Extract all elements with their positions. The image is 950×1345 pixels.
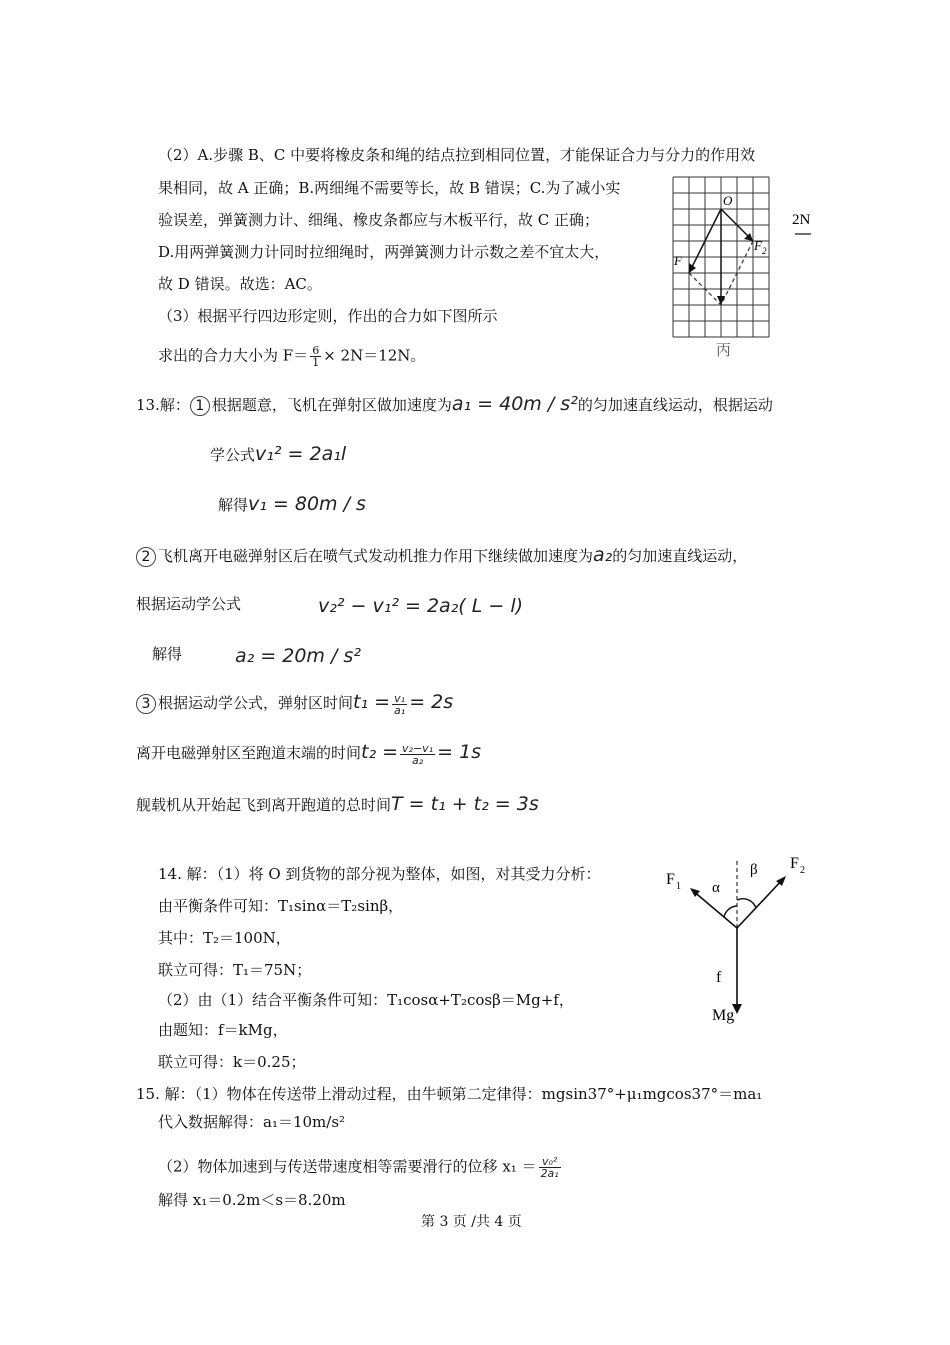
q12-part2-line1: （2）A.步骤 B、C 中要将橡皮条和绳的结点拉到相同位置，才能保证合力与分力的作用效: [158, 146, 756, 164]
q13-t2-lhs: t₂ =: [361, 741, 399, 763]
q12-part2-line5: 故 D 错误。故选：AC。: [158, 275, 322, 293]
q13-formula-a2-value: a₂ = 20m / s²: [235, 645, 361, 667]
page-footer: 第 3 页 /共 4 页: [421, 1214, 522, 1230]
figure-caption: 丙: [716, 343, 732, 359]
q13-line4: [136, 545, 747, 567]
q14-line5: （2）由（1）结合平衡条件可知：T₁cosα+T₂cosβ＝Mg+f，: [158, 991, 574, 1009]
q15-l3: （2）物体加速到与传送带速度相等需要滑行的位移 x₁ ＝: [158, 1157, 537, 1176]
q13-step3-marker: 3: [136, 694, 156, 714]
beta-arc: [737, 899, 756, 908]
q14-line4: 联立可得：T₁＝75N；: [158, 961, 312, 979]
scale-label: 2N: [792, 212, 811, 228]
f1-label: F: [666, 871, 675, 888]
f1-label: F: [674, 253, 682, 268]
q14-line7: 联立可得：k＝0.25；: [158, 1053, 306, 1071]
q13-t1-num: v₁: [392, 693, 407, 705]
q12-part3-line2: [158, 345, 425, 368]
q13-formula-a1: a₁ = 40m / s²: [451, 393, 578, 415]
alpha-arc: [724, 906, 737, 917]
q13-t2-rhs: = 1s: [437, 741, 482, 763]
f2-label: F: [754, 238, 762, 253]
q13-line1: [136, 394, 773, 416]
q13-l1a: 根据题意，飞机在弹射区做加速度为: [211, 396, 452, 414]
q13-t2-num: v₂−v₁: [402, 741, 434, 755]
q13-line6: 解得: [152, 645, 183, 663]
q15-line4: 解得 x₁＝0.2m＜s＝8.20m: [158, 1191, 346, 1209]
q12-frac-den: 1: [312, 356, 320, 369]
q13-line2: [210, 444, 346, 465]
q13-line9: [136, 794, 539, 815]
q12-fraction: [310, 345, 321, 368]
q14-line1: 14. 解：（1）将 O 到货物的部分视为整体，如图，对其受力分析：: [158, 865, 601, 883]
f1-label-sub: 1: [676, 881, 681, 892]
q15-frac-num: v₀²: [539, 1156, 561, 1168]
q13-line7: [136, 692, 453, 716]
q14-line2: 由平衡条件可知：T₁sinα＝T₂sinβ，: [158, 897, 404, 915]
q13-l8: 离开电磁弹射区至跑道末端的时间: [136, 744, 362, 762]
f2-label: F: [790, 855, 799, 872]
q13-formula-a2: a₂: [593, 544, 613, 566]
q12-part2-line3: 验误差，弹簧测力计、细绳、橡皮条都应与木板平行，故 C 正确；: [158, 211, 600, 229]
q13-t2-fraction: [400, 743, 435, 766]
q13-line5: 根据运动学公式: [136, 595, 242, 613]
q13-step2-marker: 2: [136, 547, 156, 567]
q13-l2: 学公式: [210, 446, 256, 464]
q14-line3: 其中：T₂＝100N，: [158, 929, 291, 947]
q12-grid-figure: [668, 172, 828, 362]
q14-line6: 由题知：f＝kMg，: [158, 1021, 288, 1039]
point-o-label: O: [723, 193, 733, 208]
friction-label: f: [716, 969, 722, 986]
alpha-label: α: [712, 880, 720, 896]
f2-label-sub: 2: [762, 246, 767, 256]
q15-fraction: [539, 1156, 561, 1179]
q13-line3: [218, 494, 366, 515]
q13-l3: 解得: [218, 496, 249, 514]
q12-result-suffix: × 2N＝12N。: [323, 346, 426, 365]
q15-line3: [158, 1156, 563, 1179]
q12-frac-num: 6: [312, 344, 320, 357]
beta-label: β: [750, 862, 758, 878]
q12-part3-line1: （3）根据平行四边形定则，作出的合力如下图所示: [158, 307, 498, 325]
q13-t1-lhs: t₁ =: [353, 691, 391, 713]
q13-l4b: 的匀加速直线运动，: [612, 547, 748, 565]
q15-line2: 代入数据解得：a₁＝10m/s²: [158, 1113, 346, 1131]
q15-line1: 15. 解：（1）物体在传送带上滑动过程，由牛顿第二定律得：mgsin37°+μ₁mgcos37°＝ma₁: [136, 1085, 763, 1103]
q13-intro: 13.解：: [136, 396, 190, 414]
q15-frac-den: 2a₁: [540, 1167, 559, 1180]
q12-result-prefix: 求出的合力大小为 F＝: [158, 346, 309, 365]
q13-t1-den: a₁: [394, 703, 406, 717]
q13-formula-v1sq: v₁² = 2a₁l: [255, 443, 347, 465]
q13-step1-marker: 1: [190, 396, 210, 416]
q14-force-diagram: [660, 848, 820, 1028]
q13-l1b: 的匀加速直线运动，根据运动: [577, 396, 773, 414]
f2-vector: [737, 878, 784, 928]
f2-label-sub: 2: [800, 865, 805, 876]
q13-t1-fraction: [392, 693, 407, 716]
q13-formula-kinematic: v₂² − v₁² = 2a₂( L − l): [318, 595, 524, 617]
q13-l9: 舰载机从开始起飞到离开跑道的总时间: [136, 796, 392, 814]
q13-formula-v1: v₁ = 80m / s: [248, 493, 366, 515]
q13-t2-den: a₂: [412, 753, 424, 767]
q12-part2-line2: 果相同，故 A 正确；B.两细绳不需要等长，故 B 错误；C.为了减小实: [158, 179, 621, 197]
q13-l4a: 飞机离开电磁弹射区后在喷气式发动机推力作用下继续做加速度为: [158, 547, 594, 565]
q13-formula-total: T = t₁ + t₂ = 3s: [391, 793, 539, 815]
q13-l7: 根据运动学公式，弹射区时间: [158, 694, 354, 712]
weight-label: Mg: [712, 1007, 735, 1024]
q13-line8: [136, 742, 481, 766]
q12-part2-line4: D.用两弹簧测力计同时拉细绳时，两弹簧测力计示数之差不宜太大，: [158, 243, 610, 261]
q13-t1-rhs: = 2s: [409, 691, 454, 713]
